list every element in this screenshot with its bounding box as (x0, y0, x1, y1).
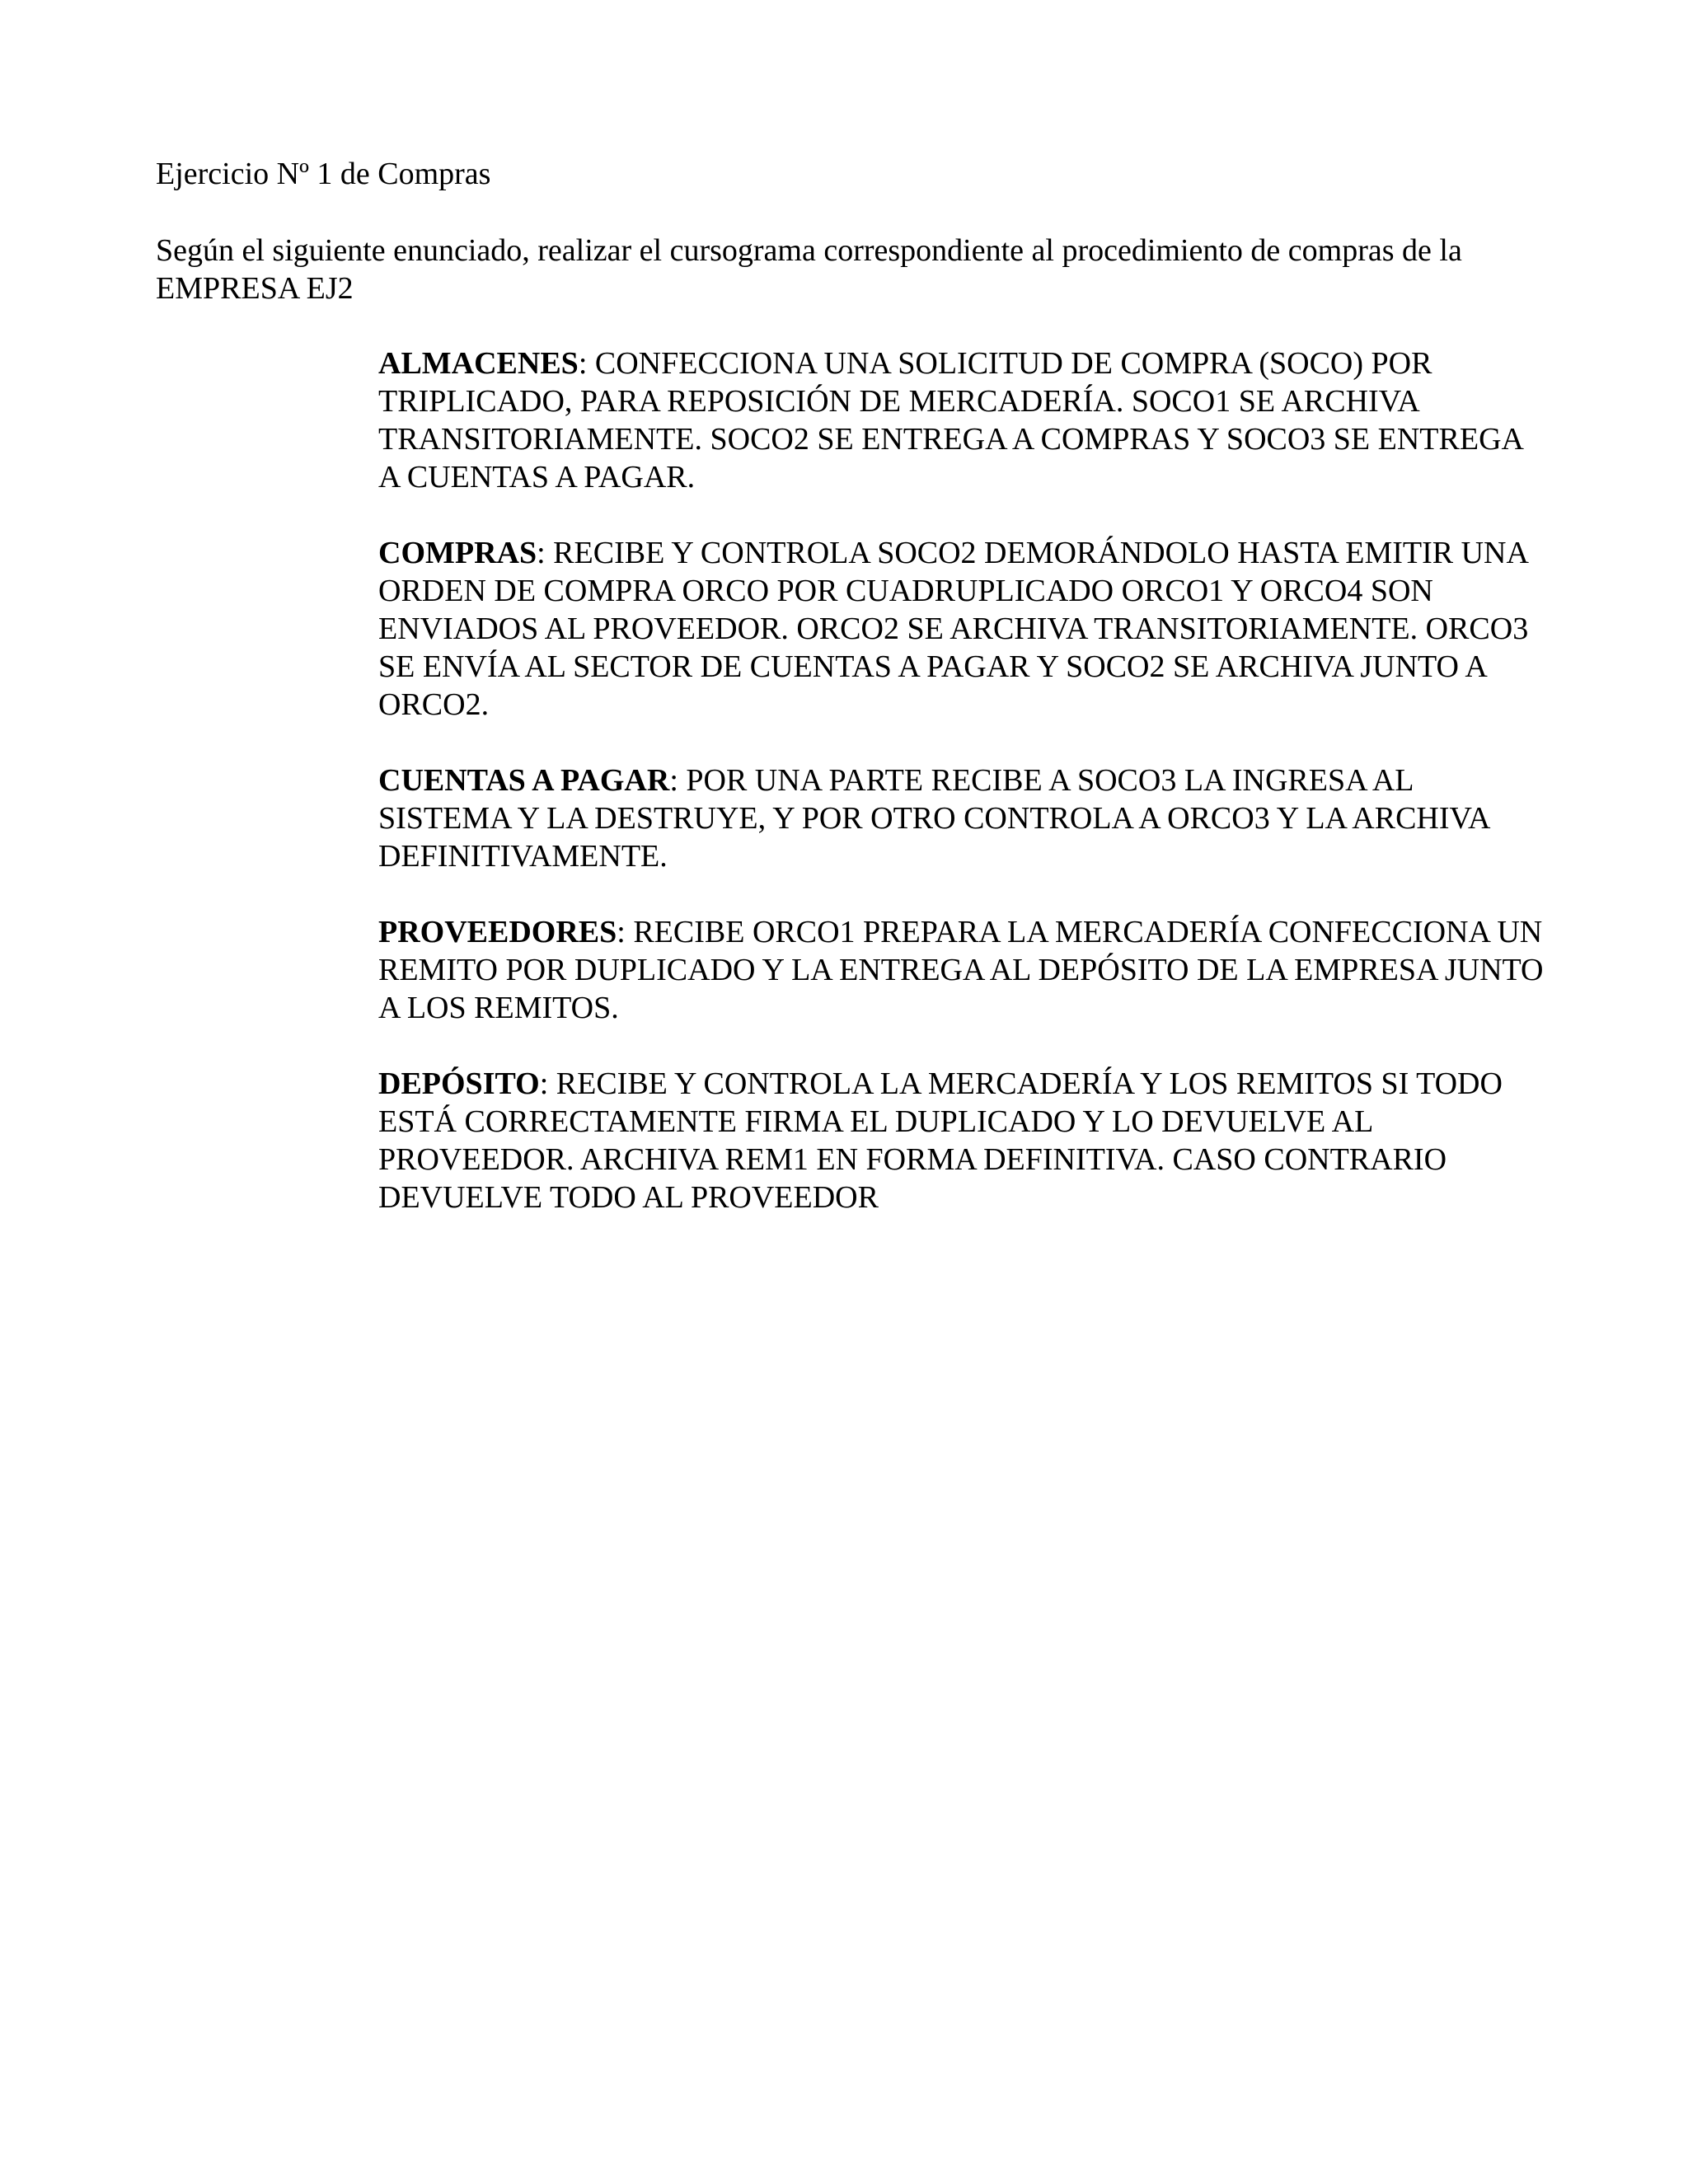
sector-sections (378, 344, 1549, 1254)
section-text: : CONFECCIONA UNA SOLICITUD DE COMPRA (SOCO) POR TRIPLICADO, PARA REPOSICIÓN DE MERCADERÍA. SOCO1 SE ARCHIVA TRANSITORIAMENTE. SOCO2 SE ENTREGA A COMPRAS Y SOCO3 SE ENTREGA A CUENTAS A PAGAR. (378, 346, 1522, 494)
section-almacenes (378, 344, 1549, 496)
section-text: : RECIBE Y CONTROLA LA MERCADERÍA Y LOS REMITOS SI TODO ESTÁ CORRECTAMENTE FIRMA EL DUPLICADO Y LO DEVUELVE AL PROVEEDOR. ARCHIVA REM1 EN FORMA DEFINITIVA. CASO CONTRARIO DEVUELVE TODO AL PROVEEDOR (378, 1066, 1503, 1215)
document-intro: Según el siguiente enunciado, realizar el cursograma correspondiente al procedimiento de compras de la EMPRESA EJ2 (156, 233, 1462, 306)
section-text: : RECIBE ORCO1 PREPARA LA MERCADERÍA CONFECCIONA UN REMITO POR DUPLICADO Y LA ENTREGA AL DEPÓSITO DE LA EMPRESA JUNTO A LOS REMITOS. (378, 915, 1544, 1025)
section-label: ALMACENES (378, 346, 579, 381)
section-proveedores (378, 913, 1549, 1027)
section-text: : POR UNA PARTE RECIBE A SOCO3 LA INGRESA AL SISTEMA Y LA DESTRUYE, Y POR OTRO CONTROLA A ORCO3 Y LA ARCHIVA DEFINITIVAMENTE. (378, 763, 1489, 874)
section-deposito (378, 1065, 1549, 1216)
section-label: DEPÓSITO (378, 1066, 540, 1101)
section-label: PROVEEDORES (378, 915, 617, 949)
section-text: : RECIBE Y CONTROLA SOCO2 DEMORÁNDOLO HASTA EMITIR UNA ORDEN DE COMPRA ORCO POR CUADRUPLICADO ORCO1 Y ORCO4 SON ENVIADOS AL PROVEEDOR. ORCO2 SE ARCHIVA TRANSITORIAMENTE. ORCO3 SE ENVÍA AL SECTOR DE CUENTAS A PAGAR Y SOCO2 SE ARCHIVA JUNTO A ORCO2. (378, 536, 1529, 722)
section-label: CUENTAS A PAGAR (378, 763, 670, 798)
document-title: Ejercicio Nº 1 de Compras (156, 157, 491, 191)
section-label: COMPRAS (378, 536, 537, 570)
section-compras (378, 534, 1549, 724)
section-cuentas-a-pagar (378, 762, 1549, 875)
